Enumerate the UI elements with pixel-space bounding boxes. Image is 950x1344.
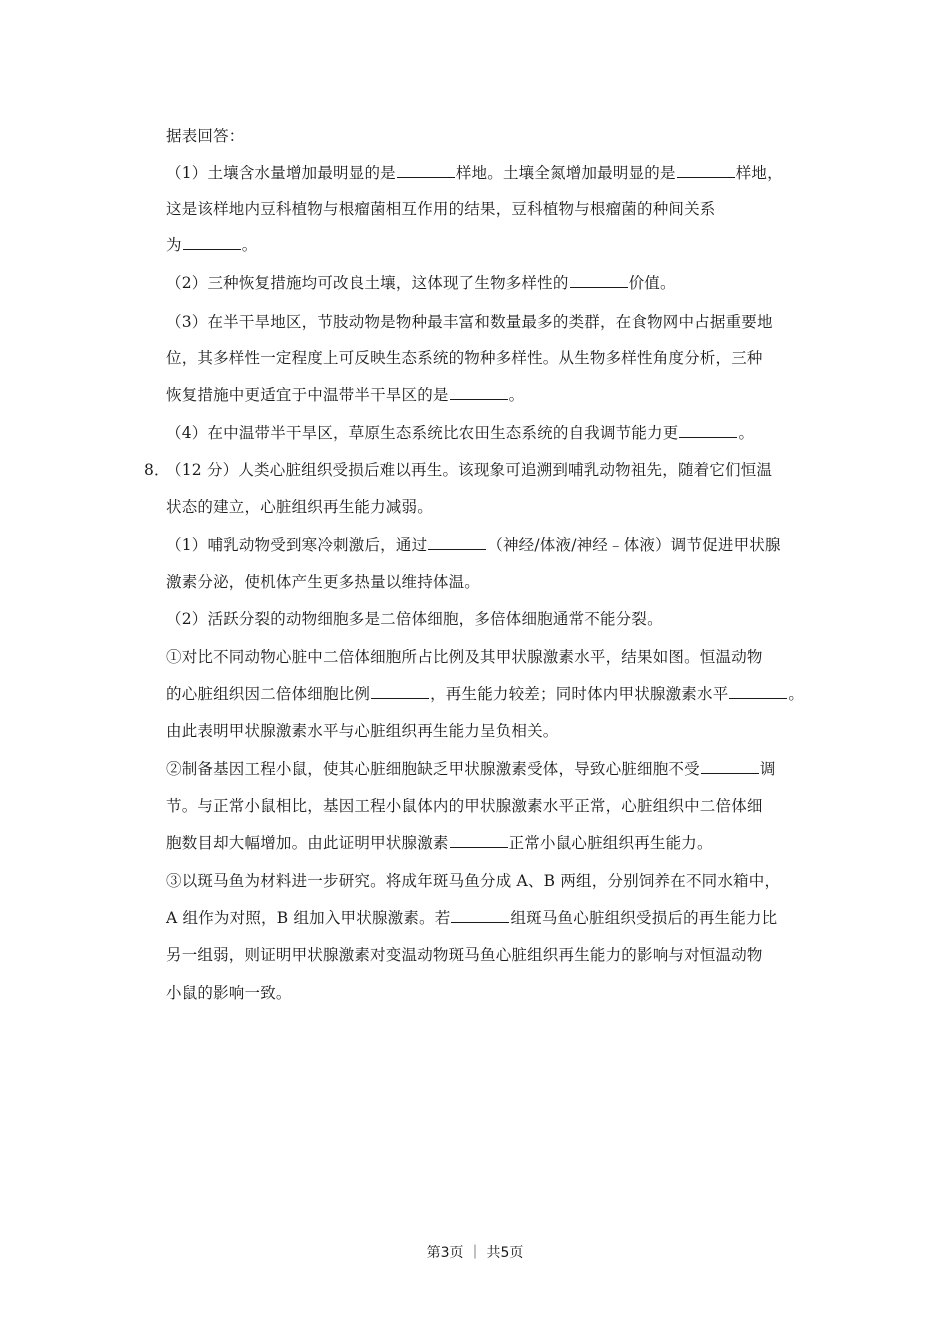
q8-sub3-line4 bbox=[166, 983, 292, 1003]
intro-text bbox=[166, 126, 245, 146]
q8-sub1-line2 bbox=[166, 684, 804, 704]
q7-part1-line1 bbox=[166, 163, 783, 183]
q8-s3-line2-text-a: A 组作为对照，B 组加入甲状腺激素。若 bbox=[166, 909, 451, 927]
answer-blank bbox=[397, 163, 455, 178]
q7-p1-text-a: （1）土壤含水量增加最明显的是 bbox=[166, 164, 396, 182]
q7-p2-text-b: 价值。 bbox=[628, 274, 676, 292]
page-number: 第3页 ｜ 共5页 bbox=[426, 1245, 524, 1261]
q7-part3-line2 bbox=[166, 348, 763, 368]
q8-sub3-line3 bbox=[166, 945, 763, 965]
q7-p4-text-b: 。 bbox=[738, 424, 755, 442]
q8-sub2-line2 bbox=[166, 796, 763, 816]
answer-blank bbox=[451, 908, 509, 923]
q7-p2-text-a: （2）三种恢复措施均可改良土壤，这体现了生物多样性的 bbox=[166, 274, 569, 292]
q7-part1-line2 bbox=[166, 199, 716, 219]
q7-part3-line1 bbox=[166, 312, 773, 332]
q7-part2 bbox=[166, 273, 676, 293]
answer-blank bbox=[729, 684, 787, 699]
q8-line2 bbox=[166, 497, 433, 517]
q7-p3-line2-text: 位，其多样性一定程度上可反映生态系统的物种多样性。从生物多样性角度分析，三种 bbox=[166, 349, 763, 367]
q8-line2-text: 状态的建立，心脏组织再生能力减弱。 bbox=[166, 498, 433, 516]
q8-sub2-line1 bbox=[166, 759, 776, 779]
q8-line1 bbox=[144, 460, 773, 480]
q7-p3-line3-text-b: 。 bbox=[508, 386, 525, 404]
q8-s3-line1-text: ③以斑马鱼为材料进一步研究。将成年斑马鱼分成 A、B 两组，分别饲养在不同水箱中， bbox=[166, 872, 781, 890]
q7-p3-line3-text-a: 恢复措施中更适宜于中温带半干旱区的是 bbox=[166, 386, 449, 404]
q8-p1-text-a: （1）哺乳动物受到寒冷刺激后，通过 bbox=[166, 536, 428, 554]
q8-s1-line2-text-c: 。 bbox=[788, 685, 805, 703]
q8-s2-line3-text-a: 胞数目却大幅增加。由此证明甲状腺激素 bbox=[166, 834, 449, 852]
q8-s3-line2-text-b: 组斑马鱼心脏组织受损后的再生能力比 bbox=[510, 909, 778, 927]
intro-label: 据表回答： bbox=[166, 127, 245, 145]
answer-blank bbox=[701, 759, 759, 774]
answer-blank bbox=[570, 273, 628, 288]
q8-s3-line3-text: 另一组弱，则证明甲状腺激素对变温动物斑马鱼心脏组织再生能力的影响与对恒温动物 bbox=[166, 946, 763, 964]
answer-blank bbox=[183, 235, 241, 250]
q7-p3-line1-text: （3）在半干旱地区，节肢动物是物种最丰富和数量最多的类群，在食物网中占据重要地 bbox=[166, 313, 773, 331]
answer-blank bbox=[428, 535, 486, 550]
q8-s1-line2-text-a: 的心脏组织因二倍体细胞比例 bbox=[166, 685, 371, 703]
answer-blank bbox=[679, 423, 737, 438]
q8-sub1-line1 bbox=[166, 647, 763, 667]
answer-blank bbox=[450, 833, 508, 848]
q8-line1-text: （12 分）人类心脏组织受损后难以再生。该现象可追溯到哺乳动物祖先，随着它们恒温 bbox=[166, 461, 773, 479]
q7-p1-text-c: 样地， bbox=[735, 164, 783, 182]
q8-p1-line2-text: 激素分泌，使机体产生更多热量以维持体温。 bbox=[166, 573, 481, 591]
q7-p1-line3-text-a: 为 bbox=[166, 236, 182, 254]
q7-p4-text-a: （4）在中温带半干旱区，草原生态系统比农田生态系统的自我调节能力更 bbox=[166, 424, 679, 442]
q8-s2-line1-text-b: 调 bbox=[759, 760, 776, 778]
answer-blank bbox=[450, 385, 508, 400]
q7-part1-line3 bbox=[166, 235, 257, 255]
q8-s1-line3-text: 由此表明甲状腺激素水平与心脏组织再生能力呈负相关。 bbox=[166, 722, 559, 740]
answer-blank bbox=[371, 684, 429, 699]
q7-part4 bbox=[166, 423, 754, 443]
q8-p2-text: （2）活跃分裂的动物细胞多是二倍体细胞，多倍体细胞通常不能分裂。 bbox=[166, 610, 663, 628]
page-footer bbox=[0, 1242, 950, 1262]
q7-p1-text-b: 样地。土壤全氮增加最明显的是 bbox=[455, 164, 676, 182]
q8-part2 bbox=[166, 609, 663, 629]
q8-sub3-line1 bbox=[166, 871, 780, 891]
q8-part1-line1 bbox=[166, 535, 781, 555]
q8-sub2-line3 bbox=[166, 833, 713, 853]
q8-s3-line4-text: 小鼠的影响一致。 bbox=[166, 984, 292, 1002]
q8-sub1-line3 bbox=[166, 721, 559, 741]
q7-part3-line3 bbox=[166, 385, 524, 405]
q8-s2-line1-text-a: ②制备基因工程小鼠，使其心脏细胞缺乏甲状腺激素受体，导致心脏细胞不受 bbox=[166, 760, 700, 778]
q8-number: 8． bbox=[144, 461, 170, 479]
q8-sub3-line2 bbox=[166, 908, 777, 928]
q8-s2-line3-text-b: 正常小鼠心脏组织再生能力。 bbox=[508, 834, 713, 852]
q8-s2-line2-text: 节。与正常小鼠相比，基因工程小鼠体内的甲状腺激素水平正常，心脏组织中二倍体细 bbox=[166, 797, 763, 815]
q8-p1-text-b: （神经/体液/神经﹣体液）调节促进甲状腺 bbox=[487, 536, 781, 554]
q8-s1-line2-text-b: ，再生能力较差；同时体内甲状腺激素水平 bbox=[430, 685, 729, 703]
q7-p1-line3-text-b: 。 bbox=[241, 236, 258, 254]
answer-blank bbox=[677, 163, 735, 178]
q8-s1-line1-text: ①对比不同动物心脏中二倍体细胞所占比例及其甲状腺激素水平，结果如图。恒温动物 bbox=[166, 648, 763, 666]
q8-part1-line2 bbox=[166, 572, 480, 592]
q7-p1-line2-text: 这是该样地内豆科植物与根瘤菌相互作用的结果，豆科植物与根瘤菌的种间关系 bbox=[166, 200, 716, 218]
